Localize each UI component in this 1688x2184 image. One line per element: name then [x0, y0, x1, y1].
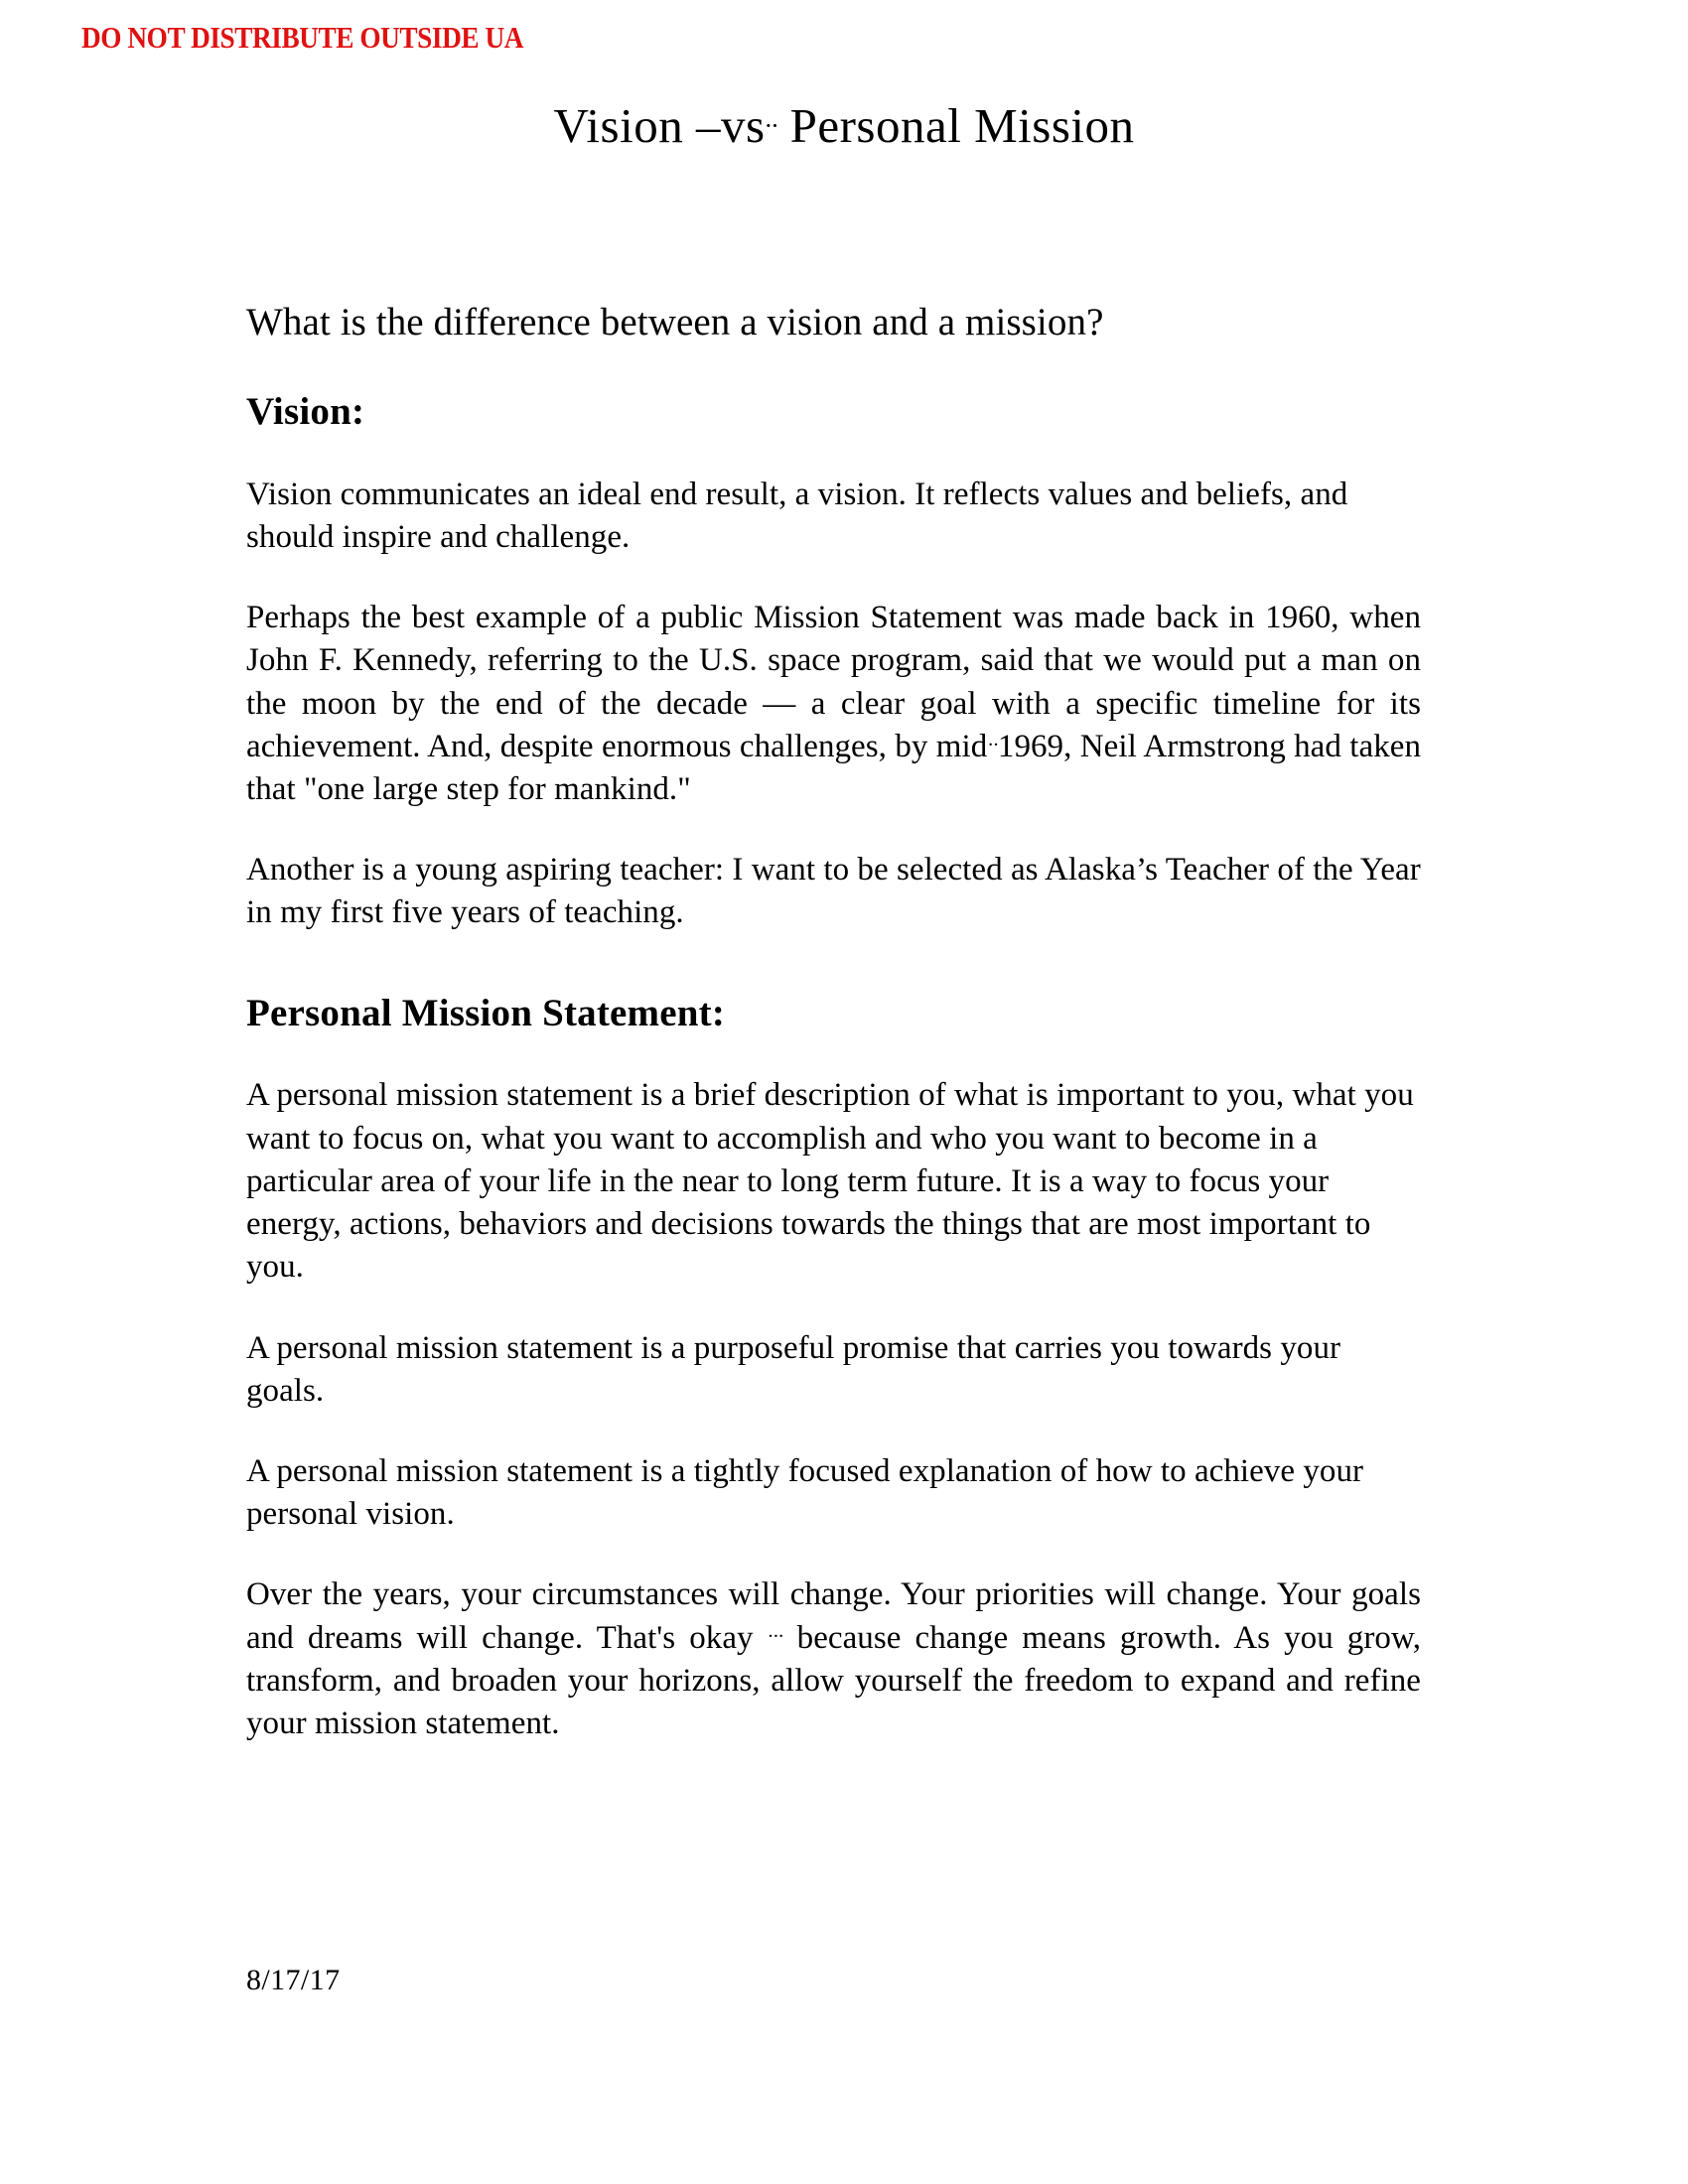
- section-heading-vision: Vision:: [246, 389, 365, 433]
- vision-paragraph-2-dash: ··: [987, 734, 998, 756]
- vision-paragraph-3: Another is a young aspiring teacher: I want to be selected as Alaska’s Teacher of the Year in my first five years of teaching.: [246, 852, 1421, 931]
- mission-paragraph-4-part2: because change means growth. As you grow, transform, and broaden your horizons, allow yourself the freedom to expand and refine your mission statement.: [246, 1619, 1421, 1742]
- document-body: [246, 298, 1421, 1745]
- mission-paragraph-3: A personal mission statement is a tightly focused explanation of how to achieve your personal vision.: [246, 1453, 1364, 1533]
- vision-paragraph-2: [246, 597, 1421, 811]
- footer-date: 8/17/17: [246, 1964, 341, 1996]
- mission-paragraph-1: A personal mission statement is a brief description of what is important to you, what you want to focus on, what you want to accomplish and who you want to become in a particular area of your life in the near to long term future. It is a way to focus your energy, actions, behaviors and decisions towards the things that are most important to you.: [246, 1077, 1414, 1286]
- section-heading-personal-mission: Personal Mission Statement:: [246, 991, 726, 1034]
- vision-paragraph-2-part2: 1969, Neil Armstrong had taken that "one large step for mankind.": [246, 728, 1422, 808]
- lead-question: What is the difference between a vision and a mission?: [246, 301, 1104, 343]
- mission-paragraph-2: A personal mission statement is a purposeful promise that carries you towards your goals.: [246, 1329, 1341, 1409]
- page-title: [0, 99, 1688, 153]
- mission-paragraph-4: [246, 1573, 1421, 1745]
- page-title-after-dashes: Personal Mission: [776, 98, 1135, 153]
- mission-paragraph-4-part1: Over the years, your circumstances will change. Your priorities will change. Your goals and dreams will change. That's okay: [246, 1576, 1421, 1656]
- mission-paragraph-4-dash: ···: [767, 1624, 783, 1647]
- page-title-before-dashes: Vision –vs: [553, 98, 766, 153]
- vision-paragraph-2-part1: Perhaps the best example of a public Mission Statement was made back in 1960, when John F. Kennedy, referring to the U.S. space program, said that we would put a man on the moon by the end of the decade — a clear goal with a specific timeline for its achievement. And, despite enormous challenges, by mid: [246, 600, 1421, 764]
- vision-paragraph-1: Vision communicates an ideal end result, a vision. It reflects values and beliefs, and should inspire and challenge.: [246, 476, 1348, 555]
- classification-banner: DO NOT DISTRIBUTE OUTSIDE UA: [81, 20, 524, 55]
- page-title-dash-marks: ··: [764, 111, 777, 141]
